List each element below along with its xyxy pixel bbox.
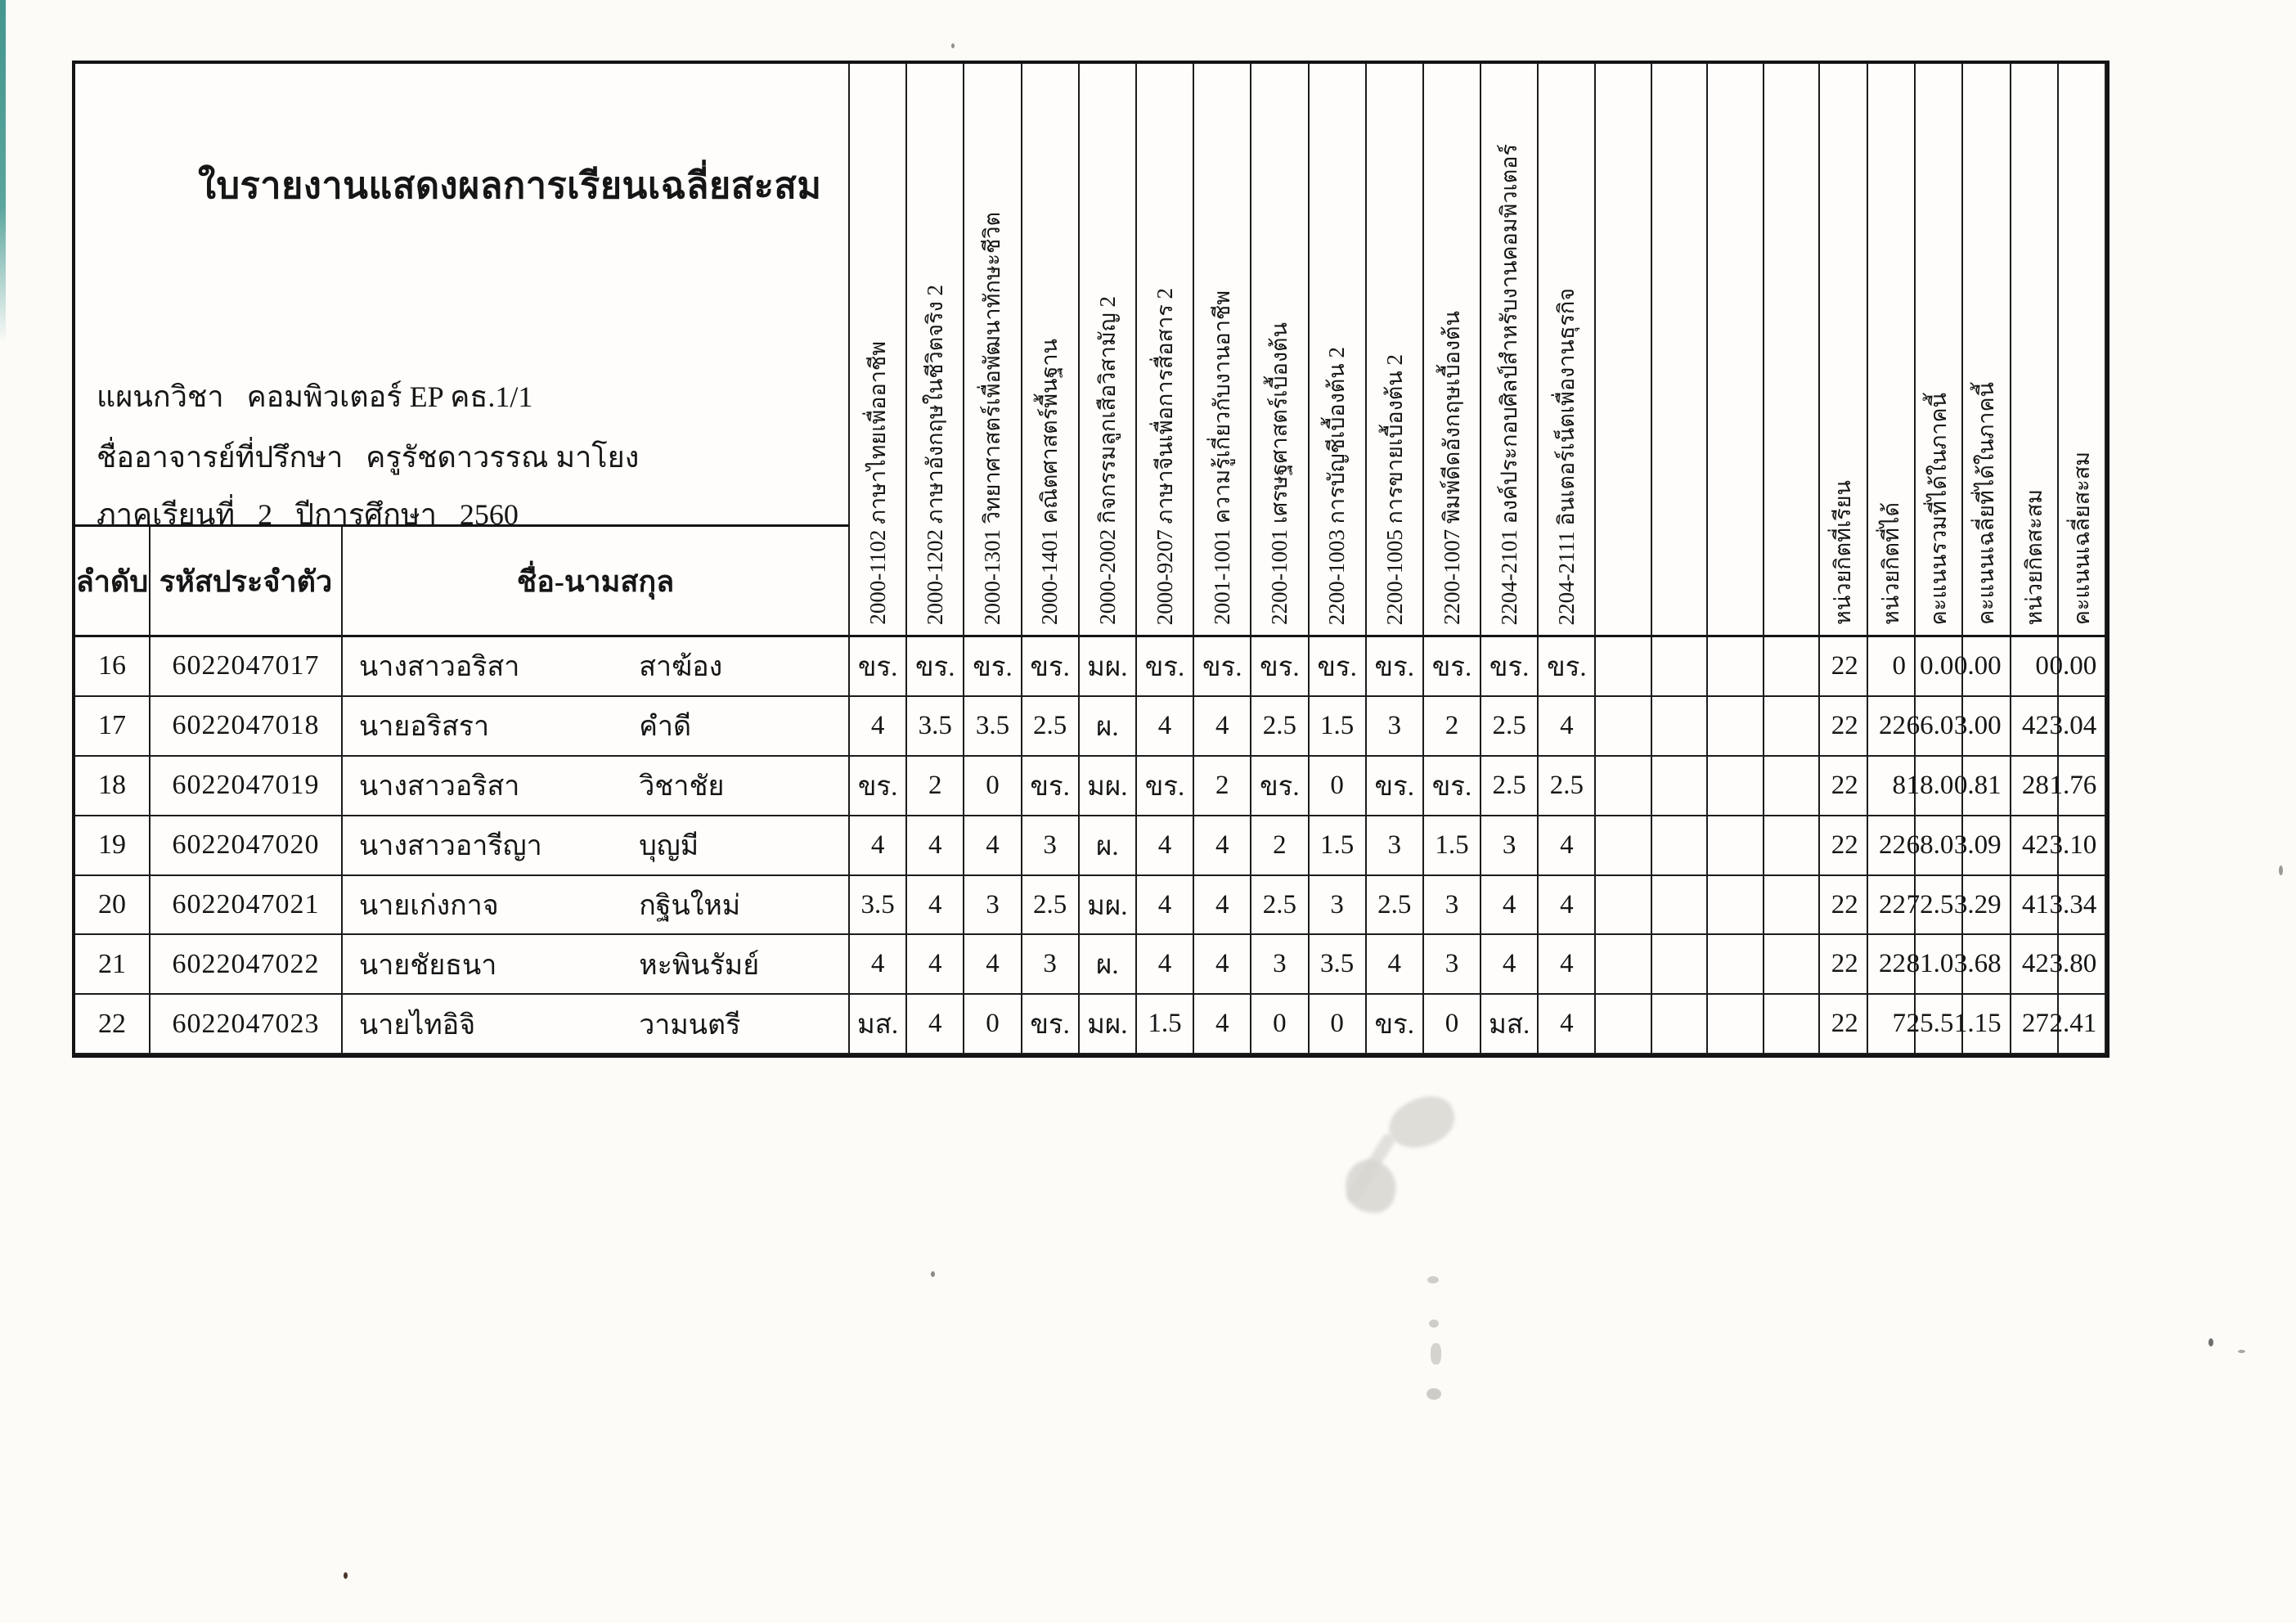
grade-cell: 4 xyxy=(1194,995,1251,1054)
course-header-label: 2000-9207 ภาษาจีนเพื่อการสื่อสาร 2 xyxy=(1152,287,1177,625)
grade-cell: 4 xyxy=(850,697,907,757)
empty-cell xyxy=(1764,816,1821,876)
grade-cell: 4 xyxy=(907,935,964,995)
summary-value-cell: 7 xyxy=(1868,995,1916,1054)
course-header-cell xyxy=(964,64,1022,637)
row-number-cell: 19 xyxy=(75,816,151,876)
course-header-label: 2200-1005 การขายเบื้องต้น 2 xyxy=(1382,353,1407,625)
student-name-cell xyxy=(343,876,850,936)
grade-cell: ขร. xyxy=(1424,637,1481,697)
advisor-line xyxy=(97,434,639,480)
grade-cell: 3 xyxy=(1424,935,1481,995)
student-id-cell: 6022047020 xyxy=(151,816,343,876)
empty-cell xyxy=(1764,757,1821,816)
student-id-cell: 6022047023 xyxy=(151,995,343,1054)
course-header-cell xyxy=(1022,64,1080,637)
course-header-cell xyxy=(907,64,964,637)
summary-value-cell: 22 xyxy=(1820,637,1867,697)
summary-value-cell: 3.34 xyxy=(2059,876,2106,936)
summary-value-cell: 22 xyxy=(1868,697,1916,757)
student-first-name: นางสาวอารีญา xyxy=(359,831,542,862)
grade-cell: 0 xyxy=(1310,995,1367,1054)
empty-cell xyxy=(1652,637,1709,697)
grade-cell: 0 xyxy=(1310,757,1367,816)
empty-cell xyxy=(1652,816,1709,876)
student-first-name: นายไทอิจิ xyxy=(359,1009,476,1041)
summary-value-cell: 22 xyxy=(1868,876,1916,936)
grade-cell: ขร. xyxy=(1367,757,1424,816)
empty-header-cell xyxy=(1652,64,1709,637)
empty-cell xyxy=(1708,995,1764,1054)
summary-value-cell: 3.09 xyxy=(1963,816,2011,876)
summary-value-cell: 41 xyxy=(2011,876,2059,936)
course-header-cell xyxy=(1310,64,1367,637)
summary-header-label: คะแนนรวมที่ได้ในภาคนี้ xyxy=(1926,392,1951,625)
course-header-cell xyxy=(1251,64,1309,637)
grade-cell: มผ. xyxy=(1080,757,1137,816)
grade-cell: 4 xyxy=(1194,697,1251,757)
summary-value-cell: 72.5 xyxy=(1916,876,1963,936)
grade-cell: 4 xyxy=(1137,876,1194,936)
empty-cell xyxy=(1764,637,1821,697)
grade-cell: 4 xyxy=(1539,697,1596,757)
student-first-name: นายชัยธนา xyxy=(359,950,497,981)
empty-cell xyxy=(1596,757,1652,816)
grade-cell: 4 xyxy=(1539,876,1596,936)
course-header-label: 2200-1003 การบัญชีเบื้องต้น 2 xyxy=(1324,346,1350,625)
grade-cell: ขร. xyxy=(850,637,907,697)
grade-cell: 3.5 xyxy=(907,697,964,757)
row-number-cell: 20 xyxy=(75,876,151,936)
report-header-block xyxy=(75,64,850,531)
scan-smudge-blob xyxy=(1382,1090,1461,1156)
course-header-label: 2000-1301 วิทยาศาสตร์เพื่อพัฒนาทักษะชีวิต xyxy=(980,211,1005,625)
summary-value-cell: 3.10 xyxy=(2059,816,2106,876)
scan-speck xyxy=(344,1572,348,1579)
grade-cell: ขร. xyxy=(1022,637,1080,697)
grade-cell: ขร. xyxy=(1367,637,1424,697)
empty-cell xyxy=(1652,697,1709,757)
academic-year-value: 2560 xyxy=(459,498,519,531)
row-number-cell: 17 xyxy=(75,697,151,757)
summary-value-cell: 0.00 xyxy=(2059,637,2106,697)
row-number-cell: 21 xyxy=(75,935,151,995)
empty-cell xyxy=(1596,697,1652,757)
summary-header-label: คะแนนเฉลี่ยที่ได้ในภาคนี้ xyxy=(1974,382,1999,625)
summary-value-cell: 3.80 xyxy=(2059,935,2106,995)
scan-speck xyxy=(1427,1276,1439,1284)
summary-header-cell xyxy=(2011,64,2059,637)
page-title: ใบรายงานแสดงผลการเรียนเฉลี่ยสะสม xyxy=(198,165,822,206)
grade-cell: 3 xyxy=(1424,876,1481,936)
grade-cell: 3 xyxy=(1022,816,1080,876)
student-id-cell: 6022047022 xyxy=(151,935,343,995)
scanner-edge-artifact xyxy=(0,0,6,344)
grade-cell: มส. xyxy=(1481,995,1539,1054)
empty-header-cell xyxy=(1596,64,1652,637)
course-header-label: 2000-1401 คณิตศาสตร์พื้นฐาน xyxy=(1037,339,1063,625)
grade-cell: ขร. xyxy=(1251,757,1309,816)
scan-speck xyxy=(931,1271,935,1277)
summary-header-cell xyxy=(1820,64,1867,637)
scan-speck xyxy=(1431,1343,1441,1364)
student-name-cell xyxy=(343,995,850,1054)
summary-value-cell: 27 xyxy=(2011,995,2059,1054)
grade-cell: 3 xyxy=(1310,876,1367,936)
grade-cell: 1.5 xyxy=(1137,995,1194,1054)
student-id-cell: 6022047017 xyxy=(151,637,343,697)
summary-value-cell: 28 xyxy=(2011,757,2059,816)
summary-value-cell: 8 xyxy=(1868,757,1916,816)
summary-value-cell: 2.41 xyxy=(2059,995,2106,1054)
empty-cell xyxy=(1652,876,1709,936)
summary-value-cell: 3.68 xyxy=(1963,935,2011,995)
summary-header-cell xyxy=(1963,64,2011,637)
summary-value-cell: 3.00 xyxy=(1963,697,2011,757)
summary-header-label: คะแนนเฉลี่ยสะสม xyxy=(2069,451,2094,625)
summary-value-cell: 22 xyxy=(1820,816,1867,876)
summary-value-cell: 22 xyxy=(1820,935,1867,995)
grade-cell: ขร. xyxy=(1539,637,1596,697)
student-last-name: บุญมี xyxy=(639,831,699,862)
grade-cell: 2 xyxy=(1251,816,1309,876)
empty-cell xyxy=(1764,876,1821,936)
scan-smudge-blob xyxy=(1341,1156,1400,1216)
grade-cell: ขร. xyxy=(1367,995,1424,1054)
grade-cell: 3 xyxy=(1367,816,1424,876)
course-header-label: 2001-1001 ความรู้เกี่ยวกับงานอาชีพ xyxy=(1210,290,1235,625)
scan-speck xyxy=(951,43,955,48)
summary-value-cell: 81.0 xyxy=(1916,935,1963,995)
grade-cell: 3.5 xyxy=(1310,935,1367,995)
student-name-cell xyxy=(343,816,850,876)
semester-number: 2 xyxy=(258,498,273,531)
grade-cell: 4 xyxy=(1194,876,1251,936)
grade-cell: 0 xyxy=(964,995,1022,1054)
grade-cell: 0 xyxy=(1424,995,1481,1054)
grade-cell: มผ. xyxy=(1080,637,1137,697)
grade-cell: 2.5 xyxy=(1481,757,1539,816)
course-header-label: 2200-1001 เศรษฐศาสตร์เบื้องต้น xyxy=(1267,322,1292,625)
grade-cell: 2.5 xyxy=(1251,876,1309,936)
empty-cell xyxy=(1596,816,1652,876)
grade-cell: 4 xyxy=(964,816,1022,876)
row-number-cell: 22 xyxy=(75,995,151,1054)
student-last-name: คำดี xyxy=(639,712,692,743)
summary-value-cell: 22 xyxy=(1820,697,1867,757)
grade-cell: 3 xyxy=(1251,935,1309,995)
col-header-student-id: รหัสประจำตัว xyxy=(151,527,343,637)
grade-cell: 3.5 xyxy=(850,876,907,936)
student-name-cell xyxy=(343,697,850,757)
advisor-value: ครูรัชดาวรรณ มาโยง xyxy=(366,441,640,474)
empty-cell xyxy=(1708,935,1764,995)
empty-cell xyxy=(1708,697,1764,757)
row-number-cell: 16 xyxy=(75,637,151,697)
grade-cell: 4 xyxy=(1137,935,1194,995)
summary-header-cell xyxy=(1868,64,1916,637)
student-name-cell xyxy=(343,757,850,816)
empty-cell xyxy=(1596,995,1652,1054)
summary-value-cell: 0.81 xyxy=(1963,757,2011,816)
grade-cell: ขร. xyxy=(850,757,907,816)
summary-value-cell: 22 xyxy=(1820,995,1867,1054)
row-number-cell: 18 xyxy=(75,757,151,816)
grade-cell: 1.5 xyxy=(1310,816,1367,876)
grade-table xyxy=(72,61,2110,1058)
grade-cell: ขร. xyxy=(1424,757,1481,816)
student-id-cell: 6022047021 xyxy=(151,876,343,936)
student-last-name: กฐินใหม่ xyxy=(639,891,741,921)
summary-value-cell: 22 xyxy=(1820,757,1867,816)
department-line xyxy=(97,373,532,420)
summary-value-cell: 68.0 xyxy=(1916,816,1963,876)
summary-value-cell: 66.0 xyxy=(1916,697,1963,757)
grade-cell: 0 xyxy=(964,757,1022,816)
grade-cell: ผ. xyxy=(1080,935,1137,995)
grade-cell: 3 xyxy=(1367,697,1424,757)
grade-cell: 4 xyxy=(964,935,1022,995)
empty-cell xyxy=(1652,995,1709,1054)
grade-cell: 2 xyxy=(1424,697,1481,757)
course-header-label: 2200-1007 พิมพ์ดีดอังกฤษเบื้องต้น xyxy=(1439,311,1464,625)
grade-cell: ขร. xyxy=(1137,757,1194,816)
academic-year-label: ปีการศึกษา xyxy=(295,498,437,531)
course-header-label: 2000-1102 ภาษาไทยเพื่ออาชีพ xyxy=(865,341,890,625)
course-header-label: 2204-2101 องค์ประกอบศิลป์สำหรับงานคอมพิวเตอร์ xyxy=(1496,143,1521,625)
course-header-label: 2204-2111 อินเตอร์เน็ตเพื่องานธุรกิจ xyxy=(1554,287,1579,625)
grade-cell: 2.5 xyxy=(1251,697,1309,757)
scan-speck xyxy=(2279,865,2283,875)
semester-line xyxy=(97,491,519,537)
grade-cell: ขร. xyxy=(1481,637,1539,697)
empty-cell xyxy=(1764,697,1821,757)
grade-cell: ขร. xyxy=(907,637,964,697)
course-header-label: 2000-2002 กิจกรรมลูกเสือวิสามัญ 2 xyxy=(1094,296,1120,625)
summary-value-cell: 22 xyxy=(1868,935,1916,995)
summary-value-cell: 3.04 xyxy=(2059,697,2106,757)
summary-header-cell xyxy=(2059,64,2106,637)
grade-cell: 4 xyxy=(1539,816,1596,876)
summary-header-label: หน่วยกิตที่ได้ xyxy=(1878,501,1903,625)
grade-cell: 4 xyxy=(850,935,907,995)
grade-cell: ขร. xyxy=(1310,637,1367,697)
grade-cell: 4 xyxy=(907,995,964,1054)
summary-value-cell: 25.5 xyxy=(1916,995,1963,1054)
grade-cell: มผ. xyxy=(1080,876,1137,936)
advisor-label: ชื่ออาจารย์ที่ปรึกษา xyxy=(97,441,344,474)
summary-value-cell: 1.76 xyxy=(2059,757,2106,816)
course-header-cell xyxy=(850,64,907,637)
course-header-cell xyxy=(1367,64,1424,637)
summary-value-cell: 42 xyxy=(2011,935,2059,995)
grade-cell: ขร. xyxy=(1137,637,1194,697)
grade-cell: 3 xyxy=(964,876,1022,936)
scan-speck xyxy=(1429,1320,1439,1328)
empty-cell xyxy=(1596,935,1652,995)
course-header-cell xyxy=(1481,64,1539,637)
grade-cell: ขร. xyxy=(1022,757,1080,816)
student-first-name: นางสาวอริสา xyxy=(359,652,520,683)
summary-value-cell: 18.0 xyxy=(1916,757,1963,816)
grade-cell: 4 xyxy=(1137,697,1194,757)
course-header-cell xyxy=(1424,64,1481,637)
grade-cell: ขร. xyxy=(1022,995,1080,1054)
grade-cell: 4 xyxy=(907,816,964,876)
empty-cell xyxy=(1708,757,1764,816)
summary-value-cell: 22 xyxy=(1868,816,1916,876)
grade-cell: 2.5 xyxy=(1481,697,1539,757)
summary-value-cell: 42 xyxy=(2011,816,2059,876)
summary-value-cell: 0 xyxy=(2011,637,2059,697)
student-id-cell: 6022047019 xyxy=(151,757,343,816)
grade-cell: 2 xyxy=(1194,757,1251,816)
student-last-name: วามนตรี xyxy=(639,1009,741,1041)
empty-header-cell xyxy=(1708,64,1764,637)
grade-cell: ผ. xyxy=(1080,697,1137,757)
summary-header-label: หน่วยกิตสะสม xyxy=(2021,488,2047,625)
student-first-name: นางสาวอริสา xyxy=(359,771,520,803)
empty-cell xyxy=(1764,995,1821,1054)
course-header-cell xyxy=(1194,64,1251,637)
grade-cell: 2.5 xyxy=(1539,757,1596,816)
course-header-cell xyxy=(1539,64,1596,637)
grade-cell: ขร. xyxy=(1194,637,1251,697)
course-header-cell xyxy=(1080,64,1137,637)
grade-cell: 4 xyxy=(1481,935,1539,995)
empty-cell xyxy=(1708,816,1764,876)
grade-cell: 4 xyxy=(850,816,907,876)
empty-cell xyxy=(1596,876,1652,936)
grade-cell: 3 xyxy=(1481,816,1539,876)
grade-cell: 2 xyxy=(907,757,964,816)
grade-cell: มส. xyxy=(850,995,907,1054)
summary-value-cell: 0 xyxy=(1868,637,1916,697)
grade-cell: มผ. xyxy=(1080,995,1137,1054)
student-first-name: นายเก่งกาจ xyxy=(359,891,499,921)
student-last-name: หะพินรัมย์ xyxy=(639,950,760,981)
grade-cell: 3 xyxy=(1022,935,1080,995)
empty-cell xyxy=(1652,757,1709,816)
empty-cell xyxy=(1652,935,1709,995)
student-name-cell xyxy=(343,637,850,697)
grade-cell: 4 xyxy=(1539,995,1596,1054)
course-header-cell xyxy=(1137,64,1194,637)
summary-header-cell xyxy=(1916,64,1963,637)
student-name-cell xyxy=(343,935,850,995)
grade-cell: 4 xyxy=(1481,876,1539,936)
grade-cell: 3.5 xyxy=(964,697,1022,757)
grade-cell: 2.5 xyxy=(1367,876,1424,936)
grade-cell: 4 xyxy=(1367,935,1424,995)
empty-cell xyxy=(1596,637,1652,697)
student-last-name: วิชาชัย xyxy=(639,771,725,803)
student-last-name: สาฆ้อง xyxy=(639,652,723,683)
grade-cell: 2.5 xyxy=(1022,876,1080,936)
department-value: คอมพิวเตอร์ EP คธ.1/1 xyxy=(246,380,533,413)
grade-cell: ขร. xyxy=(1251,637,1309,697)
grade-cell: 4 xyxy=(1194,935,1251,995)
summary-value-cell: 1.15 xyxy=(1963,995,2011,1054)
summary-header-label: หน่วยกิตที่เรียน xyxy=(1831,480,1856,625)
grade-cell: 2.5 xyxy=(1022,697,1080,757)
empty-cell xyxy=(1708,876,1764,936)
student-first-name: นายอริสรา xyxy=(359,712,490,743)
grade-cell: 4 xyxy=(1539,935,1596,995)
summary-value-cell: 42 xyxy=(2011,697,2059,757)
col-header-name: ชื่อ-นามสกุล xyxy=(343,527,850,637)
summary-value-cell: 22 xyxy=(1820,876,1867,936)
empty-header-cell xyxy=(1764,64,1821,637)
semester-label: ภาคเรียนที่ xyxy=(97,498,236,531)
student-id-cell: 6022047018 xyxy=(151,697,343,757)
grade-cell: ขร. xyxy=(964,637,1022,697)
grade-cell: 1.5 xyxy=(1310,697,1367,757)
grade-cell: 4 xyxy=(1137,816,1194,876)
grade-cell: 0 xyxy=(1251,995,1309,1054)
scan-speck xyxy=(2208,1338,2213,1347)
grade-cell: 4 xyxy=(1194,816,1251,876)
scan-speck xyxy=(1427,1388,1441,1400)
grade-cell: 1.5 xyxy=(1424,816,1481,876)
summary-value-cell: 0.00 xyxy=(1963,637,2011,697)
summary-value-cell: 0.0 xyxy=(1916,637,1963,697)
department-label: แผนกวิชา xyxy=(97,380,224,413)
empty-cell xyxy=(1764,935,1821,995)
empty-cell xyxy=(1708,637,1764,697)
col-header-order: ลำดับ xyxy=(75,527,151,637)
course-header-label: 2000-1202 ภาษาอังกฤษในชีวิตจริง 2 xyxy=(923,285,948,625)
grade-cell: ผ. xyxy=(1080,816,1137,876)
scan-speck xyxy=(2238,1350,2245,1353)
grade-cell: 4 xyxy=(907,876,964,936)
summary-value-cell: 3.29 xyxy=(1963,876,2011,936)
